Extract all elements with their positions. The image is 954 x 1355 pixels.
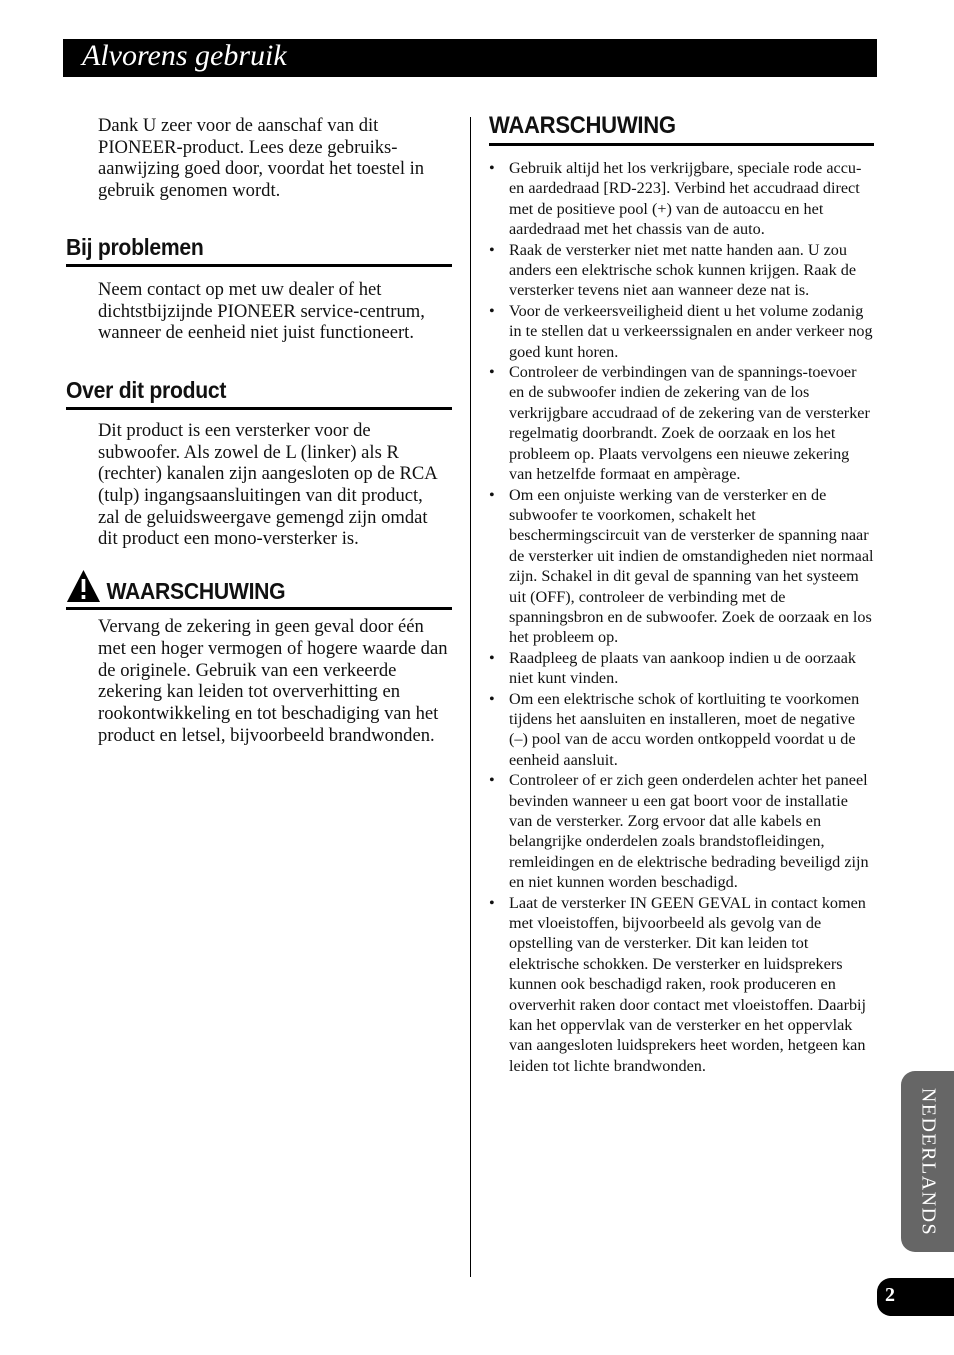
section-heading-text: Over dit product (66, 376, 227, 403)
bullet-icon: • (489, 771, 495, 790)
warning-list (489, 158, 874, 1076)
bullet-icon: • (489, 363, 495, 382)
section-heading-text: Bij problemen (66, 233, 204, 260)
list-item: • Gebruik altijd het los verkrijgbare, speciale rode accu- en aardedraad [RD-223]. Verbind het accudraad direct met de positieve pool (+) van de autoaccu en het aardedraad met het chassis van de auto. (489, 159, 862, 239)
bullet-icon: • (489, 159, 495, 177)
right-column (489, 112, 874, 1076)
left-column (66, 115, 452, 746)
right-heading-warning (489, 112, 874, 146)
list-item: • Controleer of er zich geen onderdelen achter het paneel bevinden wanneer u een gat boort voor de installatie van de versterker. Zorg ervoor dat alle kabels en belangrijke onderdelen zoals brandstofleidingen, remleidingen en de elektrische bedrading beveiligd zijn en niet kunnen worden beschadigd. (489, 771, 869, 892)
language-tab-label: NEDERLANDS (917, 1087, 939, 1236)
warning-heading-text: WAARSCHUWING (106, 578, 286, 605)
bullet-icon: • (489, 485, 495, 504)
page-header-bar (63, 39, 877, 77)
list-item: • Raak de versterker niet met natte handen aan. U zou anders een elektrische schok kunnen krijgen. Raak de versterker tevens niet aan wanneer deze nat is. (489, 240, 857, 300)
bullet-icon: • (489, 648, 495, 667)
bullet-icon: • (489, 689, 495, 708)
list-item: • Om een onjuiste werking van de versterker en de subwoofer te voorkomen, schakelt het beschermingscircuit van de versterker de spanning naar de versterker uit indien de omstandigheden niet normaal zijn. Schakel in dit geval de spanning van het systeem uit (OFF), controleer de verbinding met de spanningsbron en de subwoofer. Zoek de oorzaak en los het probleem op. (489, 485, 874, 647)
page-number: 2 (885, 1284, 895, 1306)
bullet-icon: • (489, 893, 495, 912)
list-item: • Raadpleeg de plaats van aankoop indien u de oorzaak niet kunt vinden. (489, 648, 856, 688)
list-item: • Om een elektrische schok of kortluiting te voorkomen tijdens het aansluiten en installeren, moet de negative (–) pool van de accu worden ontkoppeld voordat u de eenheid aansluit. (489, 689, 860, 769)
list-item: • Controleer de verbindingen van de spannings-toevoer en de subwoofer indien de zekering van de los verkrijgbare accudraad of de zekering van de versterker regelmatig doorbrandt. Zoek de oorzaak en los het probleem op. Plaats vervolgens een nieuwe zekering van hetzelfde formaat en ampèrage. (489, 363, 870, 484)
page-number-box (877, 1278, 954, 1316)
section-heading-problems (66, 234, 452, 267)
warning-heading (66, 569, 421, 605)
section-heading-product (66, 377, 452, 410)
product-paragraph: Dit product is een versterker voor de subwoofer. Als zowel de L (linker) als R (rechter) kanalen zijn aangesloten op de RCA (tulp) ingangsaansluitingen van dit product, zal de geluidsweergave gemengd zijn omdat dit product een mono-versterker is. (98, 419, 437, 550)
bullet-icon: • (489, 240, 495, 259)
column-divider (470, 117, 471, 1277)
language-tab (901, 1071, 954, 1252)
list-item: • Voor de verkeersveiligheid dient u het volume zodanig in te stellen dat u verkeerssignalen en ander verkeer nog goed kunt horen. (489, 301, 873, 361)
page-title: Alvorens gebruik (82, 39, 287, 72)
warning-paragraph: Vervang de zekering in geen geval door één met een hoger vermogen of hogere waarde dan de originele. Gebruik van een verkeerde zekering kan leiden tot oververhitting en rookontwikkeling en tot beschadiging van het product en letsel, bijvoorbeeld brandwonden. (98, 616, 448, 746)
bullet-icon: • (489, 301, 495, 320)
intro-paragraph: Dank U zeer voor de aanschaf van dit PIONEER-product. Lees deze gebruiks-aanwijzing goed door, voordat het toestel in gebruik genomen wordt. (98, 115, 425, 202)
section-heading-warning (66, 569, 452, 610)
problems-paragraph: Neem contact op met uw dealer of het dichtstbijzijnde PIONEER service-centrum, wanneer de eenheid niet juist functioneert. (98, 278, 425, 344)
right-heading-text: WAARSCHUWING (489, 112, 676, 139)
list-item: • Laat de versterker IN GEEN GEVAL in contact komen met vloeistoffen, bijvoorbeeld als gevolg van de opstelling van de versterker. Dit kan leiden tot elektrische schokken. De versterker en luidsprekers kunnen ook beschadigd raken, rook produceren en oververhit raken door contact met vloeistoffen. Daarbij kan het oppervlak van de versterker en het oppervlak van aangesloten luidsprekers heet worden, hetgeen kan leiden tot lichte brandwonden. (489, 893, 867, 1075)
warning-triangle-icon (66, 569, 101, 603)
